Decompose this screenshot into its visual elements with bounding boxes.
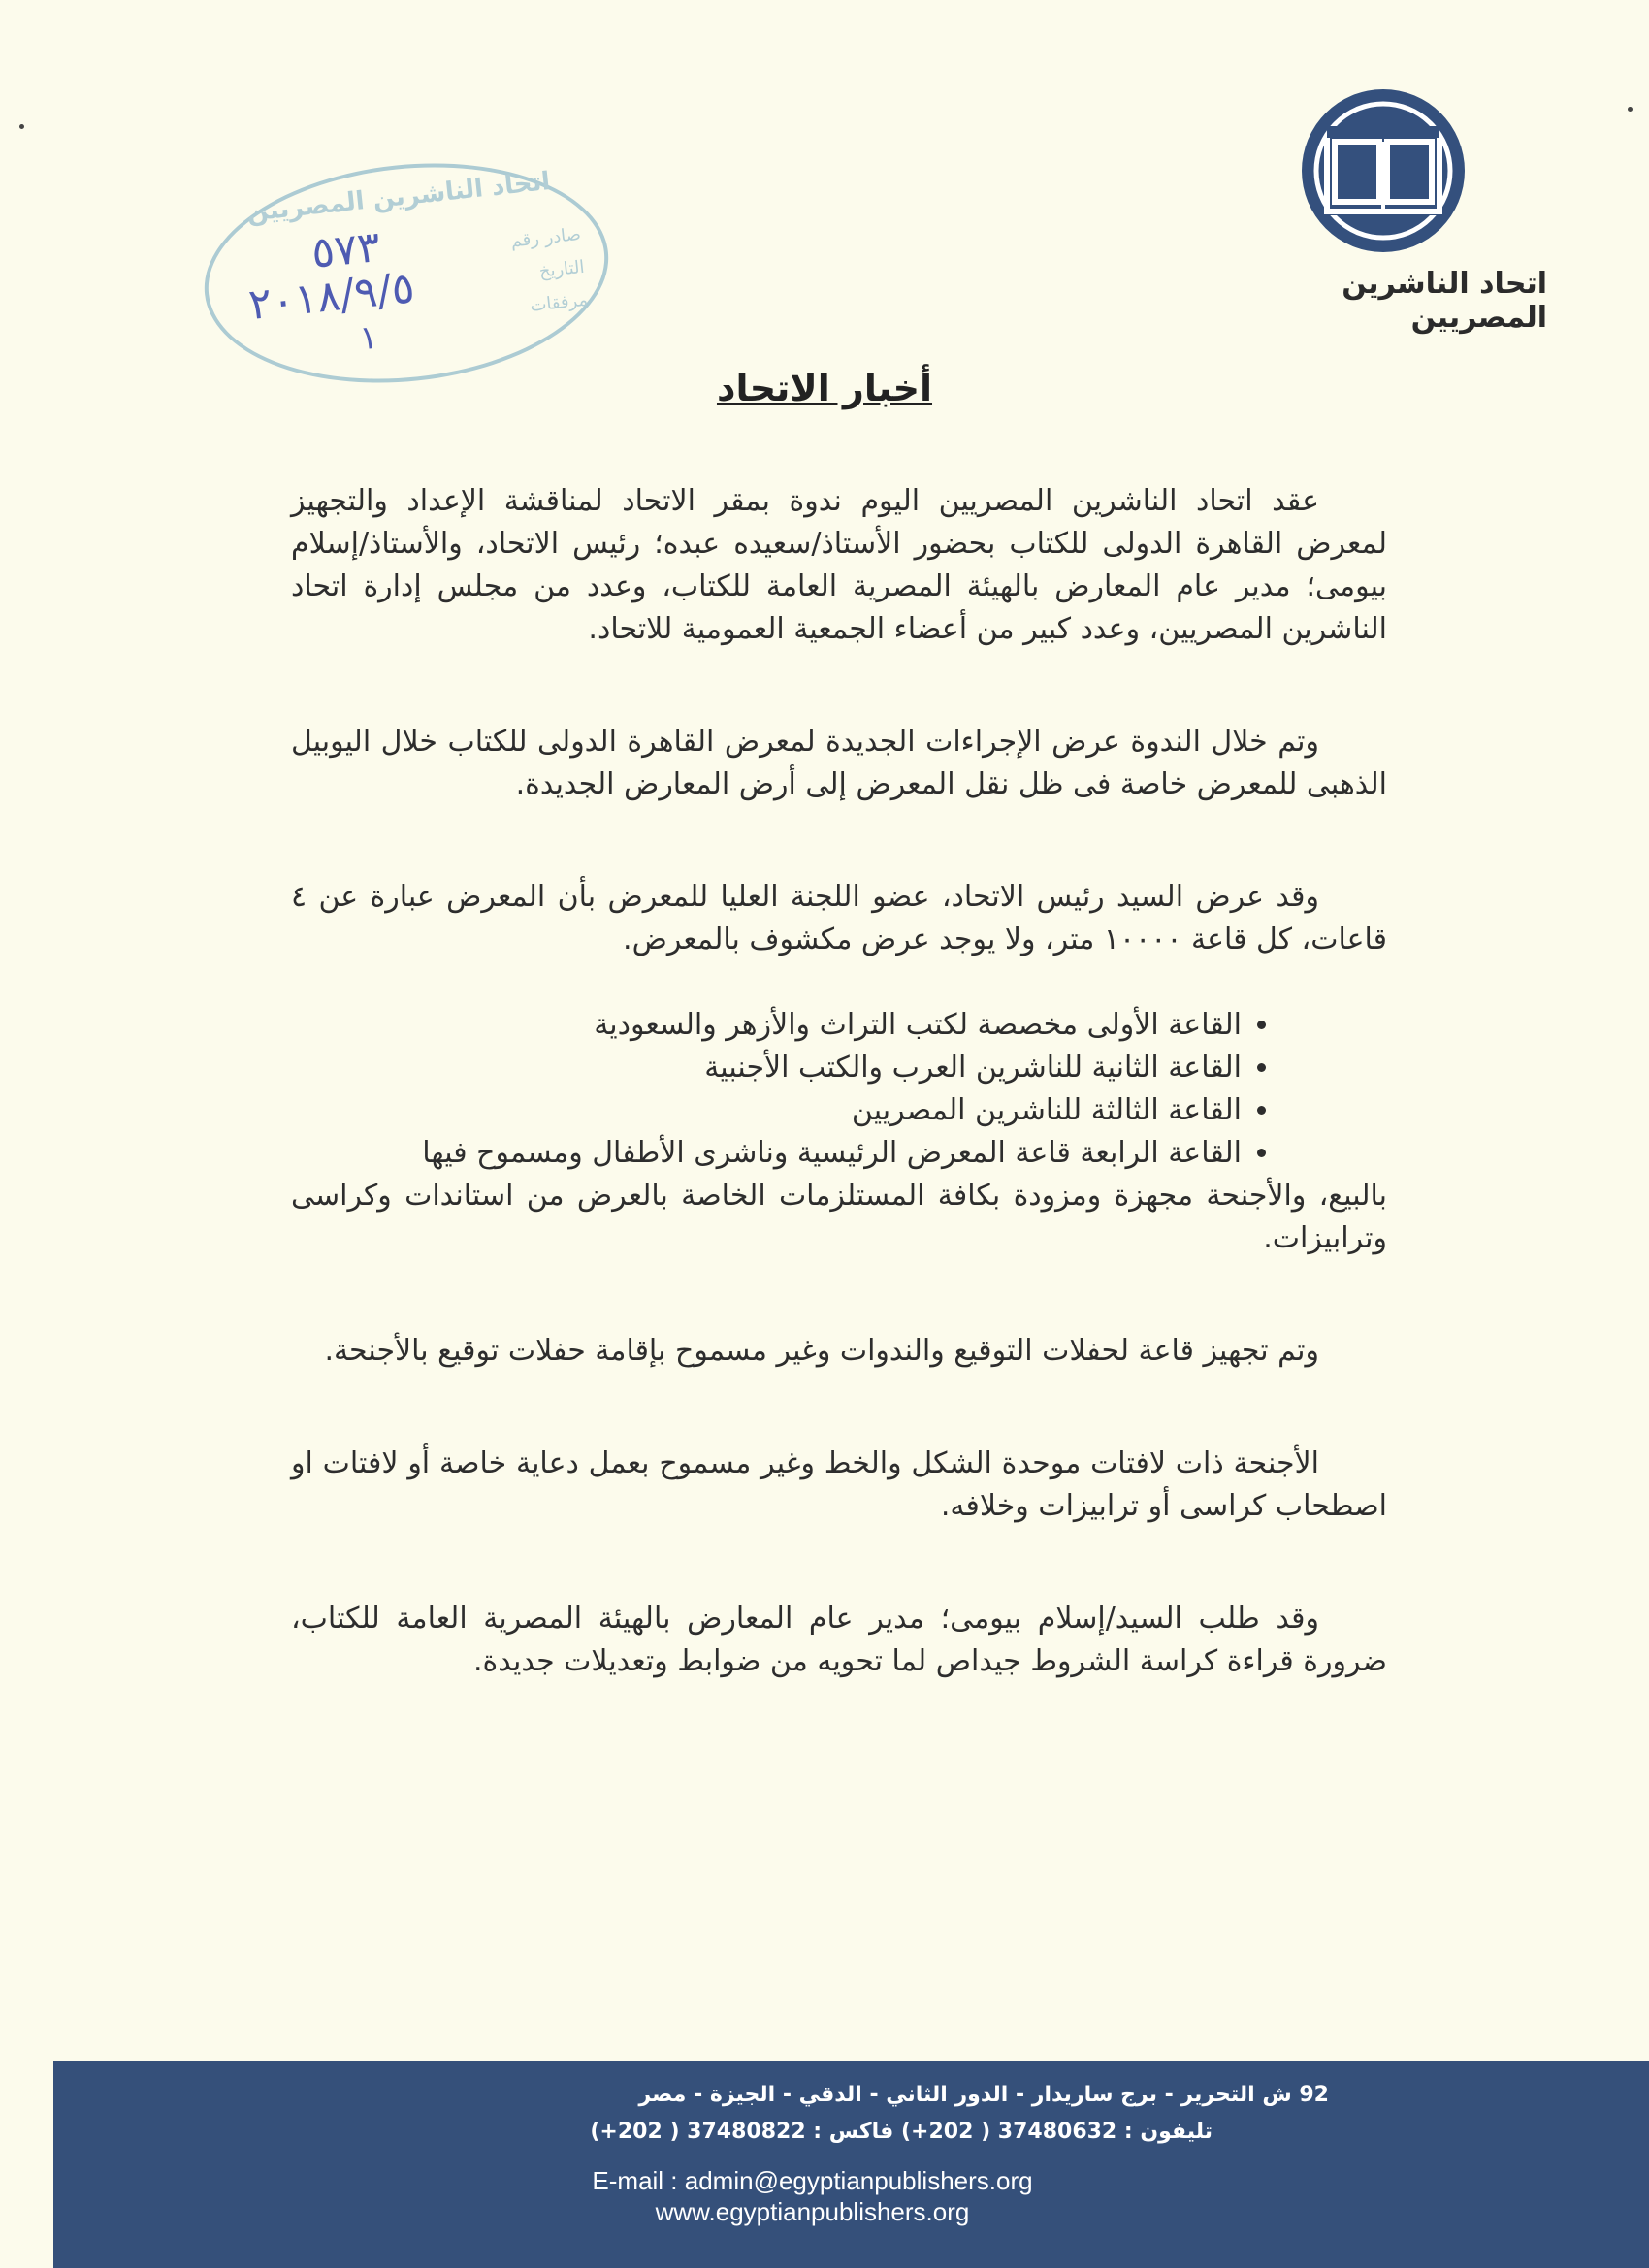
stamp-date-label: التاريخ [537, 256, 586, 282]
list-item: • القاعة الأولى مخصصة لكتب التراث والأزهر والسعودية [291, 1004, 1242, 1047]
footer-contact-bar [53, 2061, 1649, 2268]
stamp-number: ٥٧٣ [308, 221, 383, 278]
stamp-attachments: ١ [357, 317, 380, 359]
paragraph-halls: وقد عرض السيد رئيس الاتحاد، عضو اللجنة العليا للمعرض بأن المعرض عبارة عن ٤ قاعات، كل قاعة ١٠٠٠٠ متر، ولا يوجد عرض مكشوف بالمعرض. [291, 880, 1387, 956]
stamp-date: ٢٠١٨/٩/٥ [245, 263, 417, 331]
list-item: • القاعة الثالثة للناشرين المصريين [291, 1089, 1242, 1132]
paragraph-hall-four-continued: بالبيع، والأجنحة مجهزة ومزودة بكافة المستلزمات الخاصة بالعرض من استاندات وكراسى وترابيزات. [291, 1179, 1387, 1255]
list-item: • القاعة الرابعة قاعة المعرض الرئيسية وناشرى الأطفال ومسموح فيها [291, 1132, 1242, 1175]
stamp-title: اتحاد الناشرين المصريين [244, 167, 552, 228]
stamp-attachments-label: مرفقات [529, 289, 590, 316]
stamp-number-label: صادر رقم [509, 224, 582, 252]
paragraph-procedures: وتم خلال الندوة عرض الإجراءات الجديدة لمعرض القاهرة الدولى للكتاب خلال اليوبيل الذهبى للمعرض خاصة فى ظل نقل المعرض إلى أرض المعارض الجديدة. [291, 725, 1387, 801]
footer-address: 92 ش التحرير - برج ساريدار - الدور الثاني - الدقي - الجيزة - مصر [638, 2083, 1329, 2107]
footer-website: www.egyptianpublishers.org [655, 2197, 970, 2226]
paragraph-signing-hall: وتم تجهيز قاعة لحفلات التوقيع والندوات وغير مسموح بإقامة حفلات توقيع بالأجنحة. [324, 1334, 1319, 1368]
halls-list [291, 1004, 1387, 1175]
page-title: أخبار الاتحاد [716, 367, 933, 409]
organization-name: اتحاد الناشرين المصريين [1342, 267, 1547, 335]
footer-email: E-mail : admin@egyptianpublishers.org [592, 2166, 1033, 2195]
publisher-logo [1217, 87, 1547, 335]
paragraph-seminar: عقد اتحاد الناشرين المصريين اليوم ندوة بمقر الاتحاد لمناقشة الإعداد والتجهيز لمعرض القاهرة الدولى للكتاب بحضور الأستاذ/سعيده عبده؛ رئيس الاتحاد، والأستاذ/إسلام بيومى؛ مدير عام المعارض بالهيئة المصرية العامة للكتاب، وعدد من مجلس إدارة اتحاد الناشرين المصريين، وعدد كبير من أعضاء الجمعية العمومية للاتحاد. [291, 484, 1387, 646]
outgoing-stamp [193, 145, 619, 402]
paragraph-conditions: وقد طلب السيد/إسلام بيومى؛ مدير عام المعارض بالهيئة المصرية العامة للكتاب، ضرورة قراءة كراسة الشروط جيداص لما تحويه من ضوابط وتعديلات جديدة. [291, 1602, 1387, 1678]
scan-speck [19, 124, 24, 129]
scan-speck [1628, 107, 1633, 112]
paragraph-signage: الأجنحة ذات لافتات موحدة الشكل والخط وغير مسموح بعمل دعاية خاصة أو لافتات او اصطحاب كراسى أو ترابيزات وخلافه. [291, 1446, 1387, 1523]
news-body [291, 480, 1387, 1683]
list-item: • القاعة الثانية للناشرين العرب والكتب الأجنبية [291, 1047, 1242, 1089]
footer-phone-fax: تليفون : 37480632 ( 202+) فاكس : 37480822 ( 202+) [590, 2120, 1212, 2144]
stamp-field-labels [509, 218, 590, 324]
open-book-icon [1300, 87, 1467, 254]
